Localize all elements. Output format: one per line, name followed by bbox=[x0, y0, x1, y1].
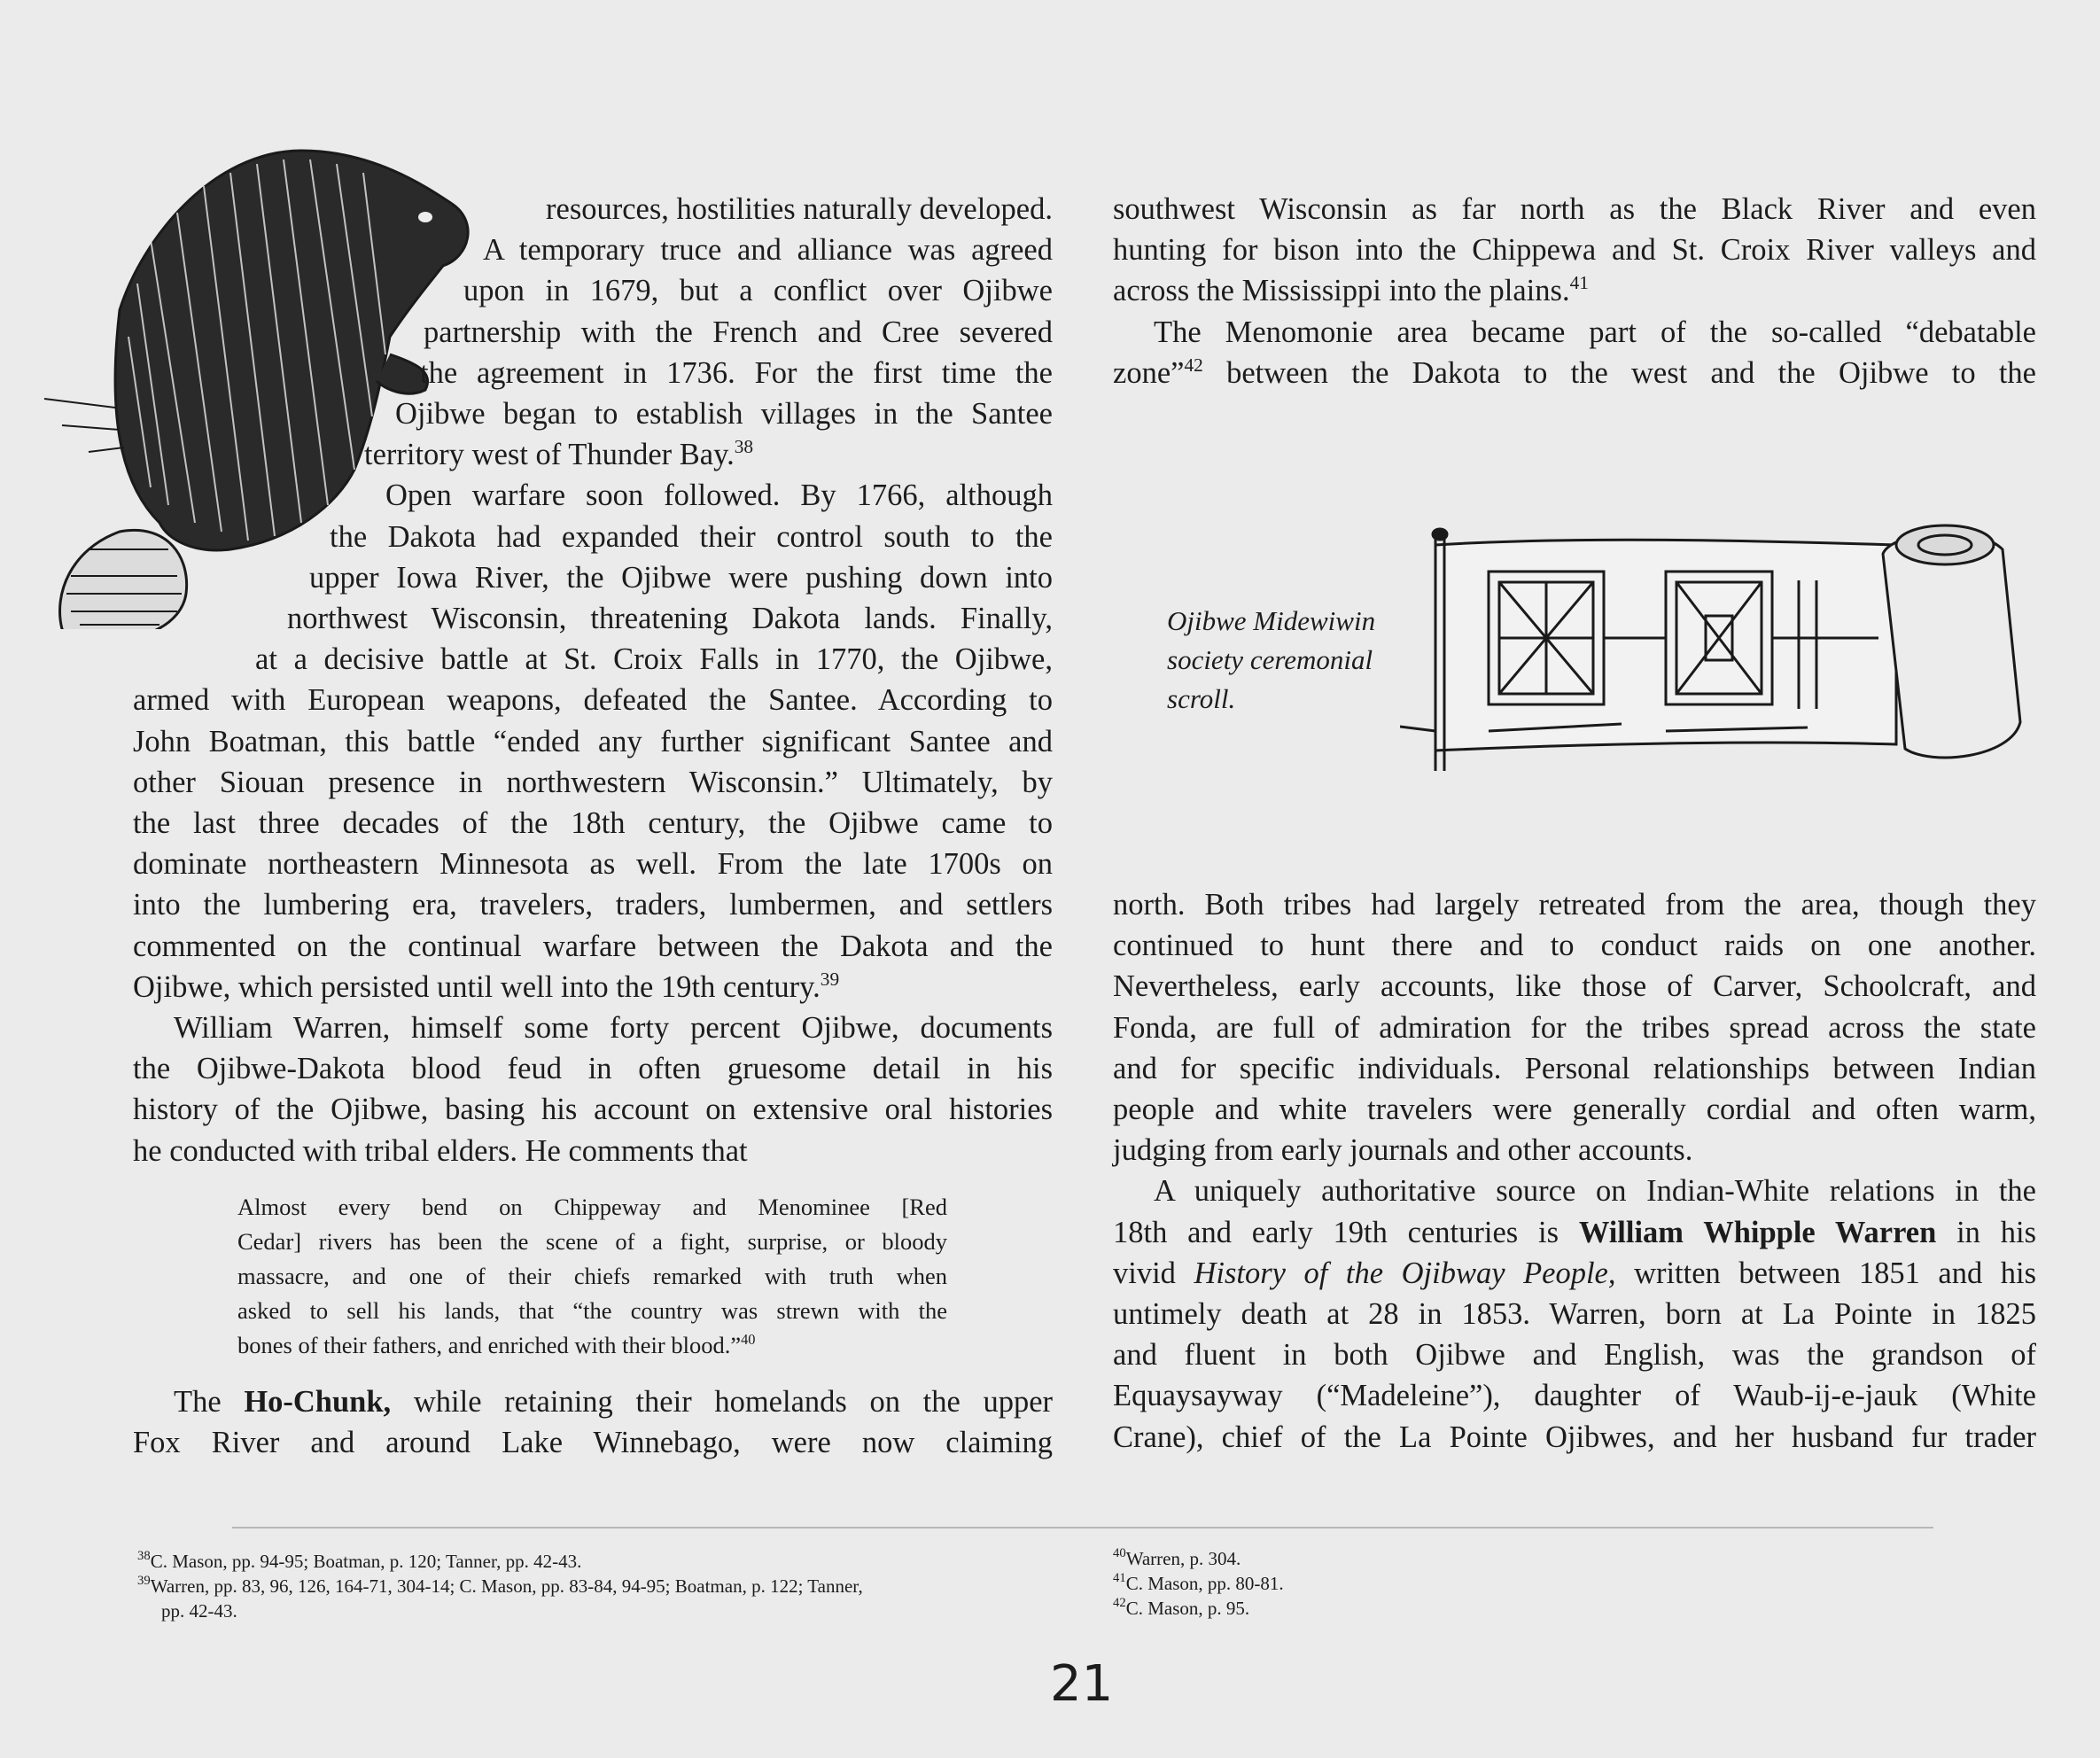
footnote-number: 41 bbox=[1113, 1570, 1126, 1585]
text-span: in his bbox=[1956, 1215, 2036, 1249]
page-number: 21 bbox=[1050, 1655, 1114, 1713]
wrap-line: A temporary truce and alliance was agreed bbox=[483, 233, 1053, 268]
footnote-number: 38 bbox=[137, 1548, 151, 1563]
bold-term: William Whipple Warren bbox=[1578, 1215, 1937, 1249]
text-line: commented on the continual warfare between the Dakota and the bbox=[133, 929, 1053, 963]
text-span: zone” bbox=[1113, 355, 1185, 390]
text-line: history of the Ojibwe, basing his account on extensive oral histories bbox=[133, 1093, 1053, 1127]
wrap-line: Ojibwe began to establish villages in the Santee bbox=[395, 397, 1053, 432]
text-line bbox=[133, 1381, 1053, 1422]
text-line: Nevertheless, early accounts, like those of Carver, Schoolcraft, and bbox=[1113, 969, 2036, 1004]
footnote-ref-42: 42 bbox=[1184, 354, 1203, 376]
right-column-top bbox=[1113, 189, 2036, 393]
right-column-bottom bbox=[1113, 884, 2036, 1458]
text-span: territory west of Thunder Bay. bbox=[364, 438, 735, 472]
text-line: the last three decades of the 18th century, the Ojibwe came to bbox=[133, 806, 1053, 841]
text-line bbox=[1113, 1212, 2036, 1253]
text-line bbox=[1113, 270, 2036, 311]
quote-line: Almost every bend on Chippeway and Menominee [Red bbox=[237, 1194, 947, 1220]
footnote-ref-40: 40 bbox=[741, 1330, 756, 1348]
text-line: north. Both tribes had largely retreated from the area, though they bbox=[1113, 888, 2036, 922]
wrap-line: the agreement in 1736. For the first time the bbox=[420, 355, 1053, 390]
footnote-38 bbox=[137, 1549, 1050, 1574]
footnote-number: 40 bbox=[1113, 1545, 1126, 1560]
text-line: Equaysayway (“Madeleine”), daughter of Waub-ij-e-jauk (White bbox=[1113, 1379, 2036, 1413]
text-line: Fonda, are full of admiration for the tribes spread across the state bbox=[1113, 1010, 2036, 1045]
wrap-line: Open warfare soon followed. By 1766, although bbox=[385, 478, 1053, 513]
wrap-line: northwest Wisconsin, threatening Dakota lands. Finally, bbox=[287, 602, 1053, 636]
text-line: dominate northeastern Minnesota as well. From the late 1700s on bbox=[133, 847, 1053, 882]
footnote-39-cont: pp. 42-43. bbox=[161, 1600, 237, 1622]
hochunk-paragraph bbox=[133, 1381, 1053, 1463]
scroll-illustration bbox=[1400, 518, 2038, 775]
wrap-line: upon in 1679, but a conflict over Ojibwe bbox=[463, 274, 1053, 308]
bold-term: Ho-Chunk, bbox=[244, 1385, 392, 1419]
text-line: A uniquely authoritative source on Indian-White relations in the bbox=[1154, 1174, 2036, 1209]
footnote-ref-38: 38 bbox=[734, 435, 754, 457]
text-span: Ojibwe, which persisted until well into the 19th century. bbox=[133, 969, 821, 1004]
wrap-line: resources, hostilities naturally developed. bbox=[546, 192, 1053, 226]
footnote-42 bbox=[1113, 1596, 1910, 1621]
text-span: while retaining their homelands on the upper bbox=[413, 1385, 1054, 1419]
footnote-text: C. Mason, pp. 94-95; Boatman, p. 120; Tanner, pp. 42-43. bbox=[150, 1551, 582, 1572]
footnote-39 bbox=[137, 1574, 1050, 1599]
text-line: William Warren, himself some forty percent Ojibwe, documents bbox=[174, 1011, 1053, 1046]
footnotes-right bbox=[1113, 1546, 1910, 1621]
wrap-line: the Dakota had expanded their control south to the bbox=[330, 519, 1053, 554]
text-span: The bbox=[174, 1385, 222, 1419]
text-line: The Menomonie area became part of the so-called “debatable bbox=[1154, 315, 2036, 349]
figure-caption bbox=[1167, 602, 1375, 719]
text-line: armed with European weapons, defeated the Santee. According to bbox=[133, 683, 1053, 718]
caption-line: scroll. bbox=[1167, 683, 1236, 714]
block-quote bbox=[237, 1190, 947, 1363]
footnote-text: C. Mason, p. 95. bbox=[1125, 1598, 1250, 1619]
text-line: people and white travelers were generally cordial and often warm, bbox=[1113, 1093, 2036, 1127]
text-line: and for specific individuals. Personal relationships between Indian bbox=[1113, 1051, 2036, 1085]
text-line bbox=[133, 967, 1053, 1007]
quote-line: massacre, and one of their chiefs remarked with truth when bbox=[237, 1263, 947, 1289]
quote-line: Cedar] rivers has been the scene of a fight, surprise, or bloody bbox=[237, 1228, 947, 1255]
text-span: across the Mississippi into the plains. bbox=[1113, 274, 1570, 308]
footnotes-left bbox=[137, 1549, 1050, 1623]
text-line: John Boatman, this battle “ended any further significant Santee and bbox=[133, 724, 1053, 758]
text-line: Fox River and around Lake Winnebago, were now claiming bbox=[133, 1426, 1053, 1460]
text-line bbox=[1113, 353, 2036, 393]
footnote-40 bbox=[1113, 1546, 1910, 1571]
text-span: written between 1851 and his bbox=[1634, 1256, 2037, 1290]
footnote-text: C. Mason, pp. 80-81. bbox=[1125, 1573, 1284, 1594]
text-line: untimely death at 28 in 1853. Warren, born at La Pointe in 1825 bbox=[1113, 1297, 2036, 1332]
text-line: continued to hunt there and to conduct raids on one another. bbox=[1113, 929, 2036, 963]
footnote-text: Warren, pp. 83, 96, 126, 164-71, 304-14; C. Mason, pp. 83-84, 94-95; Boatman, p. 122; Tanner, bbox=[150, 1575, 863, 1597]
footnote-number: 42 bbox=[1113, 1595, 1126, 1610]
wrap-line: at a decisive battle at St. Croix Falls in 1770, the Ojibwe, bbox=[255, 642, 1053, 677]
text-line: Crane), chief of the La Pointe Ojibwes, and her husband fur trader bbox=[1113, 1420, 2036, 1454]
footnote-divider bbox=[232, 1527, 1933, 1529]
text-span: 18th and early 19th centuries is bbox=[1113, 1215, 1559, 1249]
quote-line bbox=[237, 1328, 947, 1363]
footnote-ref-39: 39 bbox=[820, 968, 840, 990]
book-title: History of the Ojibway People, bbox=[1194, 1256, 1616, 1290]
wrap-line bbox=[364, 434, 1053, 475]
wrap-line: upper Iowa River, the Ojibwe were pushing down into bbox=[309, 560, 1053, 595]
text-line: the Ojibwe-Dakota blood feud in often gruesome detail in his bbox=[133, 1052, 1053, 1086]
text-line: he conducted with tribal elders. He comments that bbox=[133, 1133, 748, 1168]
footnote-ref-41: 41 bbox=[1569, 272, 1589, 294]
footnote-number: 39 bbox=[137, 1573, 151, 1588]
text-span: vivid bbox=[1113, 1256, 1176, 1290]
text-line: judging from early journals and other accounts. bbox=[1113, 1133, 1693, 1168]
text-line: other Siouan presence in northwestern Wisconsin.” Ultimately, by bbox=[133, 765, 1053, 799]
caption-line: Ojibwe Midewiwin bbox=[1167, 605, 1376, 636]
wrap-line: partnership with the French and Cree severed bbox=[424, 315, 1053, 349]
caption-line: society ceremonial bbox=[1167, 644, 1373, 675]
text-line: southwest Wisconsin as far north as the Black River and even bbox=[1113, 192, 2036, 226]
text-span: bones of their fathers, and enriched with their blood.” bbox=[237, 1332, 742, 1358]
text-line: into the lumbering era, travelers, traders, lumbermen, and settlers bbox=[133, 888, 1053, 922]
quote-line: asked to sell his lands, that “the country was strewn with the bbox=[237, 1297, 947, 1324]
footnote-text: Warren, p. 304. bbox=[1125, 1548, 1241, 1569]
left-column bbox=[133, 189, 1053, 1171]
text-line: hunting for bison into the Chippewa and St. Croix River valleys and bbox=[1113, 233, 2036, 268]
text-line bbox=[1113, 1253, 2036, 1294]
text-line: and fluent in both Ojibwe and English, was the grandson of bbox=[1113, 1338, 2036, 1373]
text-span: between the Dakota to the west and the Ojibwe to the bbox=[1226, 355, 2036, 390]
footnote-41 bbox=[1113, 1571, 1910, 1596]
